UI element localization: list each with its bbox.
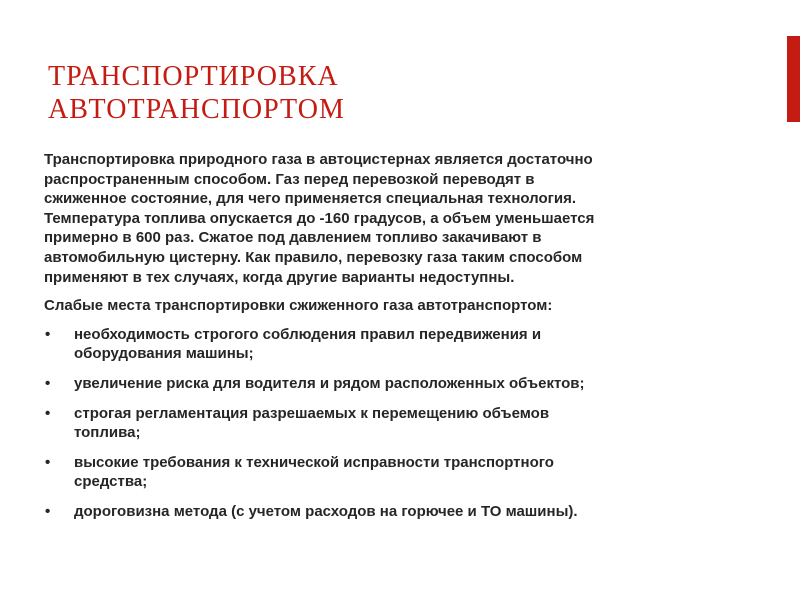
bullet-icon: • xyxy=(45,325,51,343)
accent-bar xyxy=(787,36,800,122)
list-item-text: высокие требования к технической исправности транспортного средства; xyxy=(74,453,554,491)
list-item xyxy=(44,404,756,443)
list-item xyxy=(44,325,756,364)
list-item-text: дороговизна метода (с учетом расходов на горючее и ТО машины). xyxy=(74,502,578,520)
bullet-icon: • xyxy=(45,404,51,422)
list-item xyxy=(44,453,756,492)
list-item-text: увеличение риска для водителя и рядом расположенных объектов; xyxy=(74,374,585,392)
bullet-icon: • xyxy=(45,374,51,392)
list-item xyxy=(44,502,756,522)
slide-title xyxy=(48,60,748,126)
list-intro: Слабые места транспортировки сжиженного газа автотранспортом: xyxy=(44,297,553,315)
bullet-icon: • xyxy=(45,453,51,471)
list-item-text: строгая регламентация разрешаемых к перемещению объемов топлива; xyxy=(74,404,550,442)
list-item xyxy=(44,374,756,394)
list-item-text: необходимость строгого соблюдения правил передвижения и оборудования машины; xyxy=(74,325,542,363)
slide-title-line-2: АВТОТРАНСПОРТОМ xyxy=(48,94,345,125)
bullet-icon: • xyxy=(45,502,51,520)
slide-body xyxy=(44,150,756,532)
body-paragraph: Транспортировка природного газа в автоцистернах является достаточно распространенным способом. Газ перед перевозкой переводят в сжиженное состояние, для чего применяется специальная технология. Температура топлива опускается до -160 градусов, а объем уменьшается примерно в 600 раз. Сжатое под давлением топливо закачивают в автомобильную цистерну. Как правило, перевозку газа таким способом применяют в тех случаях, когда другие варианты недоступны. xyxy=(44,151,595,286)
slide-title-line-1: ТРАНСПОРТИРОВКА xyxy=(48,61,339,92)
bullet-list xyxy=(44,325,756,522)
